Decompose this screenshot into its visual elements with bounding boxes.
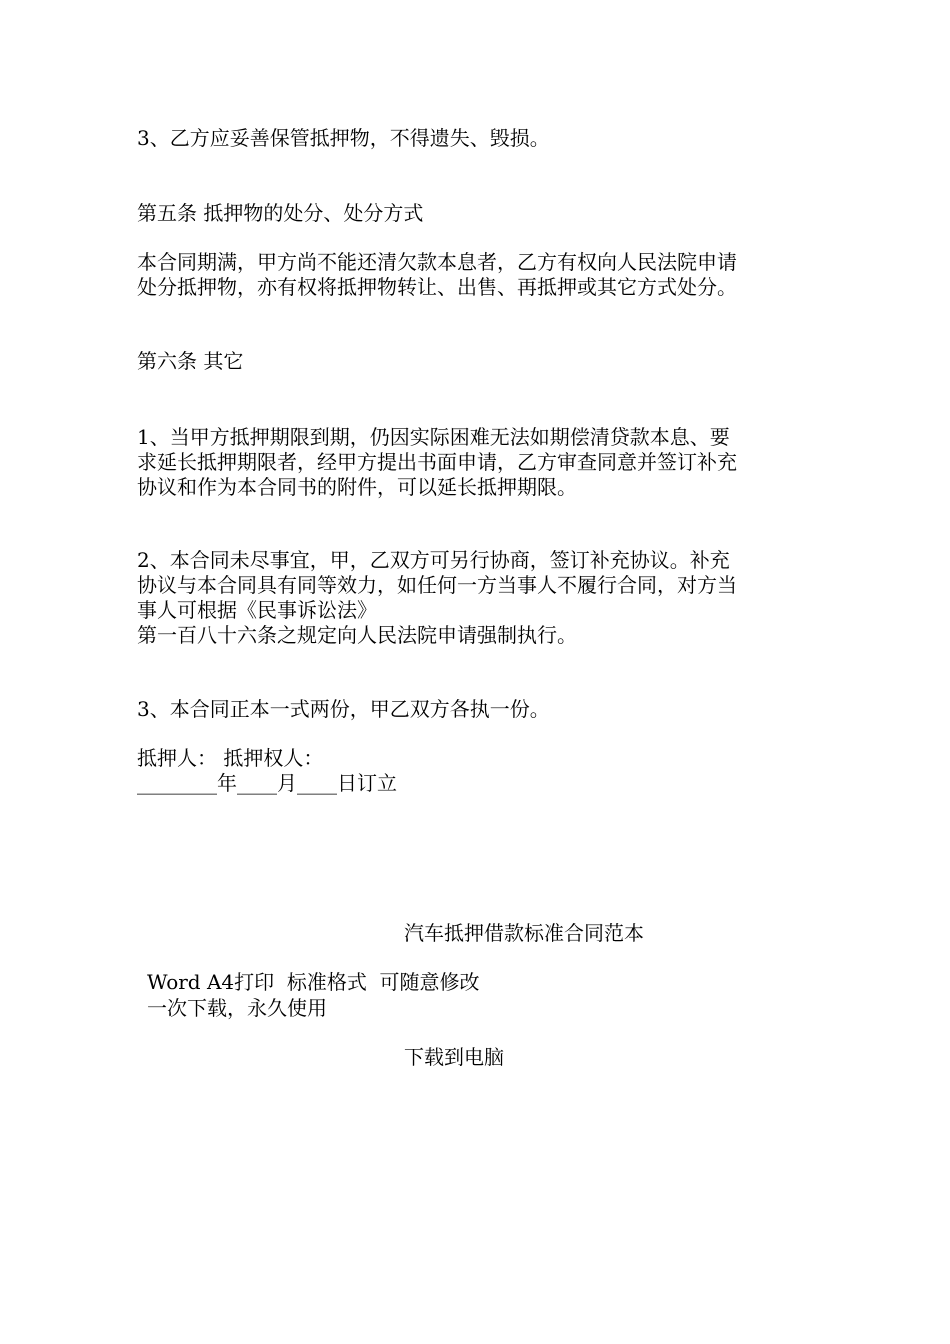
article6-item1-line: 协议和作为本合同书的附件，可以延长抵押期限。 — [137, 475, 577, 499]
article5-body-line: 本合同期满，甲方尚不能还清欠款本息者，乙方有权向人民法院申请 — [137, 250, 737, 274]
article6-item2-line: 第一百八十六条之规定向人民法院申请强制执行。 — [137, 623, 577, 647]
article6-item1 — [137, 425, 817, 500]
article6-item2-line: 协议与本合同具有同等效力，如任何一方当事人不履行合同，对方当 — [137, 573, 737, 597]
clause-item3-custody: 3、乙方应妥善保管抵押物，不得遗失、毁损。 — [137, 126, 550, 150]
article6-item2-line: 2、本合同未尽事宜，甲，乙双方可另行协商，签订补充协议。补充 — [137, 548, 730, 572]
article6-item2-line: 事人可根据《民事诉讼法》 — [137, 598, 377, 622]
article6-item3: 3、本合同正本一式两份，甲乙双方各执一份。 — [137, 697, 550, 721]
article5-body-line: 处分抵押物，亦有权将抵押物转让、出售、再抵押或其它方式处分。 — [137, 275, 737, 299]
promo-usage: 一次下载，永久使用 — [147, 996, 327, 1020]
article6-item2 — [137, 548, 817, 648]
article5-body — [137, 250, 817, 300]
article6-title: 第六条 其它 — [137, 349, 244, 373]
article5-title: 第五条 抵押物的处分、处分方式 — [137, 201, 424, 225]
article6-item1-line: 求延长抵押期限者，经甲方提出书面申请，乙方审查同意并签订补充 — [137, 450, 737, 474]
article6-item1-line: 1、当甲方抵押期限到期，仍因实际困难无法如期偿清贷款本息、要 — [137, 425, 730, 449]
signature-date-line: ________年____月____日订立 — [137, 771, 397, 795]
download-link[interactable]: 下载到电脑 — [404, 1045, 504, 1069]
promo-title: 汽车抵押借款标准合同范本 — [404, 921, 644, 945]
promo-features: Word A4打印 标准格式 可随意修改 — [147, 970, 480, 994]
signature-parties: 抵押人： 抵押权人： — [137, 746, 324, 770]
